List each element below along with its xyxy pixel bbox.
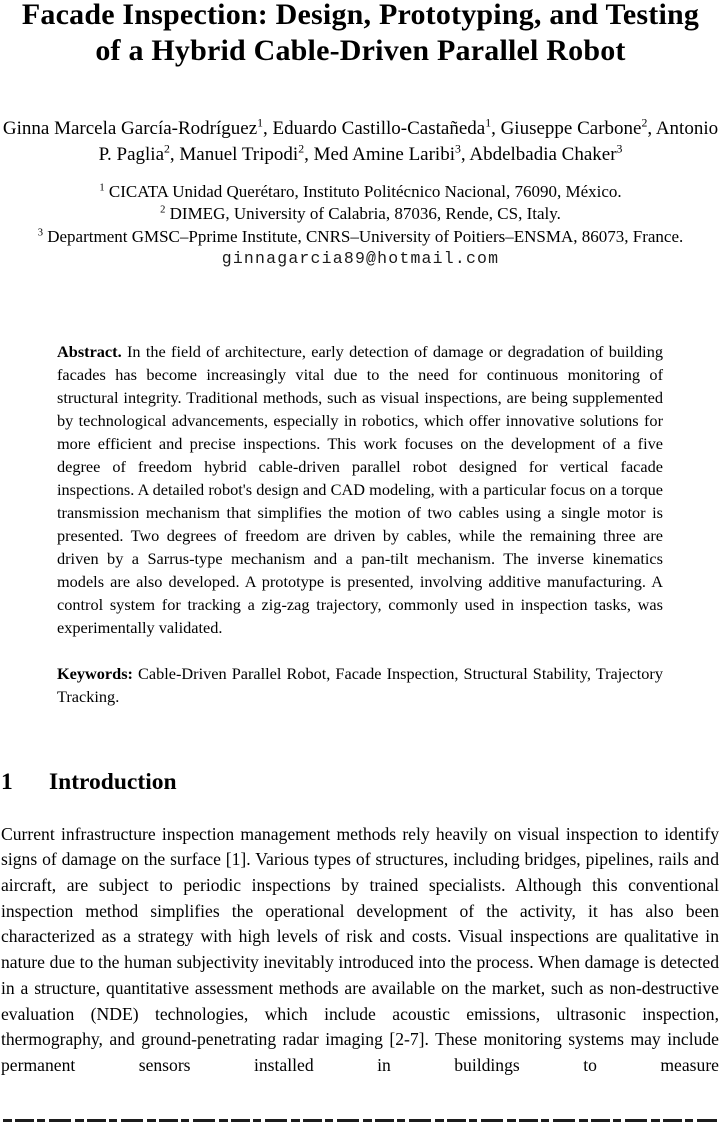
author-name: Med Amine Laribi$^3$, bbox=[313, 142, 470, 165]
section-title: Introduction bbox=[49, 768, 177, 795]
affiliation-line bbox=[0, 181, 721, 203]
abstract-text: In the field of architecture, early detection of damage or degradation of building facades has become increasingly vital due to the need for continuous monitoring of structural integrity. Traditional methods, such as visual inspections, are being supplemented by technological advancements, especially in robotics, which offer innovative solutions for more efficient and precise inspections. This work focuses on the development of a five degree of freedom hybrid cable-driven parallel robot designed for vertical facade inspections. A detailed robot's design and CAD modeling, with a particular focus on a torque transmission mechanism that simplifies the motion of two cables using a single motor is presented. Two degrees of freedom are driven by cables, while the remaining three are driven by a Sarrus-type mechanism and a pan-tilt mechanism. The inverse kinematics models are also developed. A prototype is presented, involving additive manufacturing. A control system for tracking a zig-zag trajectory, commonly used in inspection tasks, was experimentally validated. bbox=[57, 341, 663, 637]
affiliation-text: CICATA Unidad Querétaro, Instituto Politécnico Nacional, 76090, México. bbox=[108, 182, 622, 201]
author-separator: , bbox=[491, 118, 501, 139]
affiliation-superscript: 1 bbox=[99, 182, 105, 194]
affiliation-line bbox=[0, 226, 721, 248]
body-paragraph: Current infrastructure inspection management methods rely heavily on visual inspection to identify signs of damage on the surface [1]. Various types of structures, including bridges, pipelines, rails and aircraft, are subject to periodic inspections by trained specialists. Although this conventional inspection method simplifies the operational development of the activity, it has also been characterized as a strategy with high levels of risk and costs. Visual inspections are qualitative in nature due to the human subjectivity inevitably introduced into the process. When damage is detected in a structure, quantitative assessment methods are available on the market, such as non-destructive evaluation (NDE) technologies, which include acoustic emissions, ultrasonic inspection, thermography, and ground-penetrating radar imaging [2-7]. These monitoring systems may include permanent sensors installed in buildings to measure bbox=[1, 823, 719, 1075]
author-affiliation-superscript: 2 bbox=[641, 116, 648, 130]
section-heading bbox=[1, 767, 721, 797]
author-affiliation-superscript: 2 bbox=[164, 142, 170, 156]
author-name: Eduardo Castillo-Castañeda$^1$, bbox=[272, 116, 501, 139]
abstract-paragraph bbox=[57, 340, 663, 639]
affiliation-superscript: 2 bbox=[160, 204, 166, 216]
author-name: Giuseppe Carbone$^2$, bbox=[500, 116, 656, 139]
paper-title: Facade Inspection: Design, Prototyping, and Testing of a Hybrid Cable-Driven Parallel Robot bbox=[21, 0, 700, 67]
keywords-text: Cable-Driven Parallel Robot, Facade Inspection, Structural Stability, Trajectory Tracking. bbox=[57, 663, 663, 706]
section-number: 1 bbox=[1, 768, 13, 795]
affiliation-line bbox=[0, 203, 721, 225]
author-separator: , bbox=[304, 144, 314, 165]
author-name: Ginna Marcela García-Rodríguez$^1$, bbox=[2, 116, 273, 139]
abstract-label: Abstract. bbox=[57, 341, 122, 361]
author-name: Manuel Tripodi$^2$, bbox=[179, 142, 314, 165]
affiliation-text: DIMEG, University of Calabria, 87036, Rende, CS, Italy. bbox=[169, 204, 561, 224]
author-separator: , bbox=[460, 144, 470, 165]
author-name: Antonio P. Paglia$^2$, bbox=[98, 118, 719, 165]
email-address: ginnagarcia89@hotmail.com bbox=[221, 249, 500, 269]
author-separator: , bbox=[169, 144, 180, 165]
author-name: Abdelbadia Chaker$^3$ bbox=[469, 142, 623, 165]
author-affiliation-superscript: 3 bbox=[455, 142, 461, 156]
affiliation-superscript: 3 bbox=[37, 227, 43, 239]
author-affiliation-superscript: 2 bbox=[298, 142, 305, 156]
keywords-paragraph bbox=[57, 662, 663, 708]
author-affiliation-superscript: 3 bbox=[616, 142, 623, 156]
affiliation-text: Department GMSC–Pprime Institute, CNRS–University of Poitiers–ENSMA, 86073, France. bbox=[47, 226, 684, 246]
author-list bbox=[2, 116, 719, 168]
keywords-label: Keywords: bbox=[57, 663, 133, 683]
author-separator: , bbox=[647, 118, 656, 139]
author-separator: , bbox=[263, 118, 273, 139]
author-affiliation-superscript: 1 bbox=[257, 116, 264, 130]
affiliation-list bbox=[0, 181, 721, 271]
author-affiliation-superscript: 1 bbox=[485, 116, 492, 130]
